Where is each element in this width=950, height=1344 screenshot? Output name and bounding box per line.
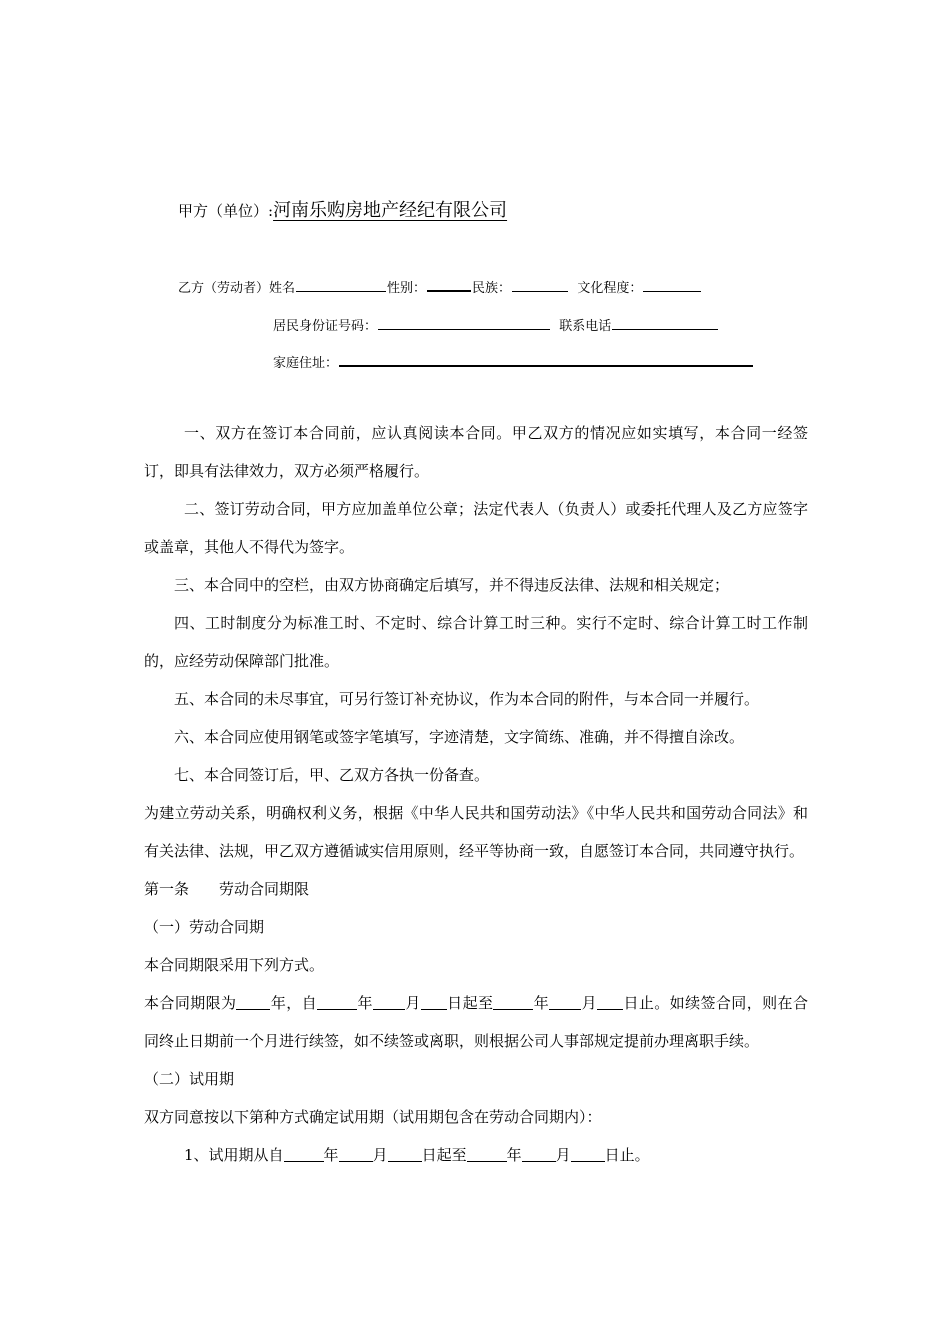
instruction-item: 一、双方在签订本合同前，应认真阅读本合同。甲乙双方的情况应如实填写，本合同一经签订，即具有法律效力，双方必须严格履行。: [144, 424, 808, 480]
contract-term-paragraph: [144, 984, 808, 1060]
article1-sub1-text: 本合同期限采用下列方式。: [144, 956, 325, 974]
party-b-name-label: 乙方（劳动者）姓名: [178, 281, 296, 296]
term-text: 月: [581, 994, 598, 1012]
term-text: 本合同期限为: [144, 994, 237, 1012]
probation-end-year-blank[interactable]: [467, 1147, 507, 1162]
id-blank[interactable]: [378, 317, 550, 330]
instruction-item: 五、本合同的未尽事宜，可另行签订补充协议，作为本合同的附件，与本合同一并履行。: [174, 690, 760, 708]
name-blank[interactable]: [296, 279, 386, 292]
ethnicity-blank[interactable]: [512, 279, 568, 292]
probation-text: 月: [555, 1146, 571, 1164]
probation-end-month-blank[interactable]: [522, 1147, 556, 1162]
preamble: 为建立劳动关系，明确权利义务，根据《中华人民共和国劳动法》《中华人民共和国劳动合同法》和有关法律、法规，甲乙双方遵循诚实信用原则，经平等协商一致，自愿签订本合同，共同遵守执行。: [144, 804, 808, 860]
phone-blank[interactable]: [612, 317, 718, 330]
term-text: 日止。如续签合同，则在合同终止日期前一个月进行续签，如不续签或离职，则根据公司人事部规定提前办理离职手续。: [144, 994, 808, 1050]
article1-sub2: （二）试用期: [144, 1070, 235, 1088]
probation-text: 年: [506, 1146, 522, 1164]
probation-end-day-blank[interactable]: [571, 1147, 605, 1162]
probation-paragraph: [144, 1136, 808, 1174]
article1-sub1: （一）劳动合同期: [144, 918, 265, 936]
party-b-line: [178, 277, 702, 296]
probation-start-year-blank[interactable]: [284, 1147, 324, 1162]
gender-blank[interactable]: [427, 278, 471, 292]
term-text: 年: [533, 994, 550, 1012]
probation-text: 1、试用期从自: [184, 1146, 284, 1164]
article1-title: 第一条 劳动合同期限: [144, 880, 310, 898]
end-day-blank[interactable]: [597, 995, 623, 1010]
article1-sub2-text: 双方同意按以下第种方式确定试用期（试用期包含在劳动合同期内）：: [144, 1108, 602, 1126]
term-years-blank[interactable]: [236, 995, 270, 1010]
address-label: 家庭住址：: [273, 356, 339, 371]
term-text: 年: [357, 994, 373, 1012]
probation-start-day-blank[interactable]: [388, 1147, 422, 1162]
start-day-blank[interactable]: [421, 995, 447, 1010]
party-a-label: 甲方（单位）:: [178, 202, 274, 220]
instruction-item: 二、签订劳动合同，甲方应加盖单位公章；法定代表人（负责人）或委托代理人及乙方应签字或盖章，其他人不得代为签字。: [144, 500, 808, 556]
probation-start-month-blank[interactable]: [339, 1147, 373, 1162]
party-a-company: 河南乐购房地产经纪有限公司: [273, 200, 508, 221]
start-month-blank[interactable]: [373, 995, 405, 1010]
term-text: 年，自: [270, 994, 318, 1012]
id-phone-line: [273, 315, 719, 334]
id-label: 居民身份证号码：: [273, 319, 378, 334]
instruction-item: 三、本合同中的空栏，由双方协商确定后填写，并不得违反法律、法规和相关规定；: [174, 576, 730, 594]
probation-text: 日止。: [604, 1146, 650, 1164]
probation-text: 日起至: [421, 1146, 467, 1164]
ethnicity-label: 民族：: [472, 281, 512, 296]
address-line: [273, 352, 754, 371]
education-blank[interactable]: [643, 279, 701, 292]
probation-text: 年: [323, 1146, 339, 1164]
gender-label: 性别：: [387, 281, 427, 296]
address-blank[interactable]: [339, 353, 753, 367]
end-year-blank[interactable]: [493, 995, 533, 1010]
term-text: 月: [404, 994, 421, 1012]
start-year-blank[interactable]: [317, 995, 357, 1010]
instruction-item: 六、本合同应使用钢笔或签字笔填写，字迹清楚，文字简练、准确，并不得擅自涂改。: [174, 728, 745, 746]
party-a-line: [178, 196, 507, 222]
education-label: 文化程度：: [577, 281, 643, 296]
probation-text: 月: [372, 1146, 388, 1164]
term-text: 日起至: [446, 994, 494, 1012]
phone-label: 联系电话: [559, 319, 612, 334]
instruction-item: 七、本合同签订后，甲、乙双方各执一份备查。: [174, 766, 490, 784]
end-month-blank[interactable]: [549, 995, 581, 1010]
instruction-item: 四、工时制度分为标准工时、不定时、综合计算工时三种。实行不定时、综合计算工时工作制的，应经劳动保障部门批准。: [144, 614, 808, 670]
contract-body: [144, 414, 808, 1174]
